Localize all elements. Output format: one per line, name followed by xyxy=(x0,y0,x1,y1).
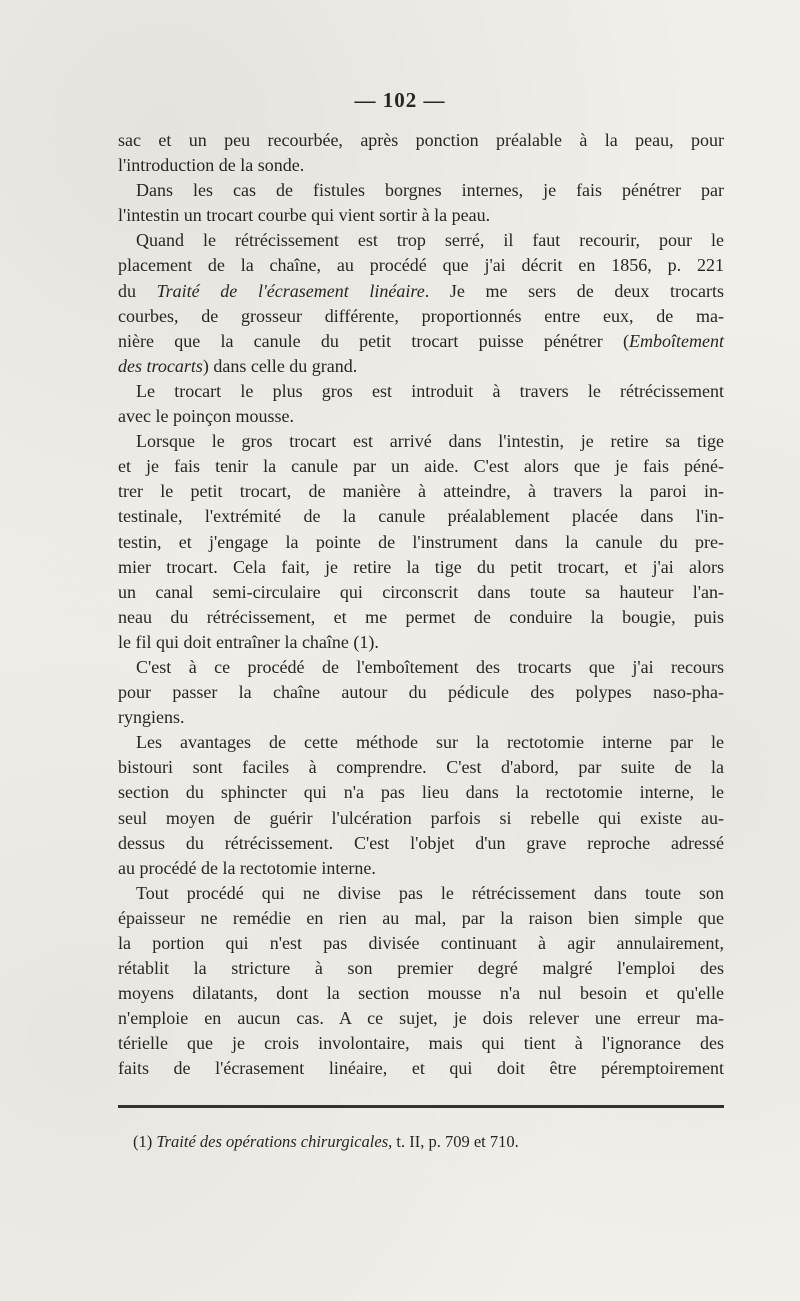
text-line xyxy=(118,580,724,605)
text-segment: l'intestin un trocart courbe qui vient sortir à la peau. xyxy=(118,205,491,226)
text-segment: Quand le rétrécissement est trop serré, il faut recourir, pour le xyxy=(136,230,724,251)
text-segment: le fil qui doit entraîner la chaîne (1). xyxy=(118,631,379,652)
text-line xyxy=(118,454,724,479)
text-line xyxy=(118,906,724,931)
text-line xyxy=(118,931,724,956)
text-line xyxy=(118,128,724,153)
text-line xyxy=(118,981,724,1006)
text-segment: l'introduction de la sonde. xyxy=(118,155,305,176)
text-line xyxy=(118,253,724,278)
text-segment: faits de l'écrasement linéaire, et qui doit être péremptoirement xyxy=(118,1058,724,1079)
text-segment: du xyxy=(118,280,157,301)
text-line xyxy=(118,429,724,454)
italic-title: Emboîtement xyxy=(629,330,724,351)
text-segment: courbes, de grosseur différente, proportionnés entre eux, de ma- xyxy=(118,305,724,326)
text-line xyxy=(118,956,724,981)
footnote xyxy=(133,1132,519,1152)
text-segment: Tout procédé qui ne divise pas le rétrécissement dans toute son xyxy=(136,882,724,903)
text-segment: Lorsque le gros trocart est arrivé dans l'intestin, je retire sa tige xyxy=(136,431,724,452)
footnote-divider xyxy=(118,1105,724,1108)
text-line xyxy=(118,630,724,655)
text-line xyxy=(118,404,724,429)
text-segment: Le trocart le plus gros est introduit à travers le rétrécissement xyxy=(136,380,724,401)
text-line xyxy=(118,605,724,630)
text-segment: placement de la chaîne, au procédé que j'ai décrit en 1856, p. 221 xyxy=(118,255,724,276)
text-segment: C'est à ce procédé de l'emboîtement des trocarts que j'ai recours xyxy=(136,656,724,677)
text-segment: . Je me sers de deux trocarts xyxy=(424,280,725,301)
text-segment: nière que la canule du petit trocart puisse pénétrer ( xyxy=(118,330,630,351)
text-line xyxy=(118,1031,724,1056)
text-line xyxy=(118,831,724,856)
text-line xyxy=(118,228,724,253)
text-line xyxy=(118,354,724,379)
text-segment: moyens dilatants, dont la section mousse n'a nul besoin et qu'elle xyxy=(118,983,724,1004)
text-segment: mier trocart. Cela fait, je retire la tige du petit trocart, et j'ai alors xyxy=(118,556,724,577)
text-segment: épaisseur ne remédie en rien au mal, par la raison bien simple que xyxy=(118,907,724,928)
text-line xyxy=(118,530,724,555)
text-segment: Dans les cas de fistules borgnes internes, je fais pénétrer par xyxy=(136,180,724,201)
text-segment: Les avantages de cette méthode sur la rectotomie interne par le xyxy=(136,732,724,753)
text-line xyxy=(118,304,724,329)
text-line xyxy=(118,730,724,755)
text-line xyxy=(118,329,724,354)
text-segment: térielle que je crois involontaire, mais qui tient à l'ignorance des xyxy=(118,1033,724,1054)
footnote-text: (1) xyxy=(133,1132,157,1151)
text-line xyxy=(118,203,724,228)
text-segment: la portion qui n'est pas divisée continuant à agir annulairement, xyxy=(118,933,724,953)
italic-title: Traité de l'écrasement linéaire xyxy=(156,280,425,301)
body-text xyxy=(118,128,724,1082)
text-segment: bistouri sont faciles à comprendre. C'est d'abord, par suite de la xyxy=(118,757,724,778)
text-line xyxy=(118,279,724,304)
footnote-text: , t. II, p. 709 et 710. xyxy=(388,1132,519,1151)
text-segment: sac et un peu recourbée, après ponction préalable à la peau, pour xyxy=(118,130,724,150)
text-segment: neau du rétrécissement, et me permet de conduire la bougie, puis xyxy=(118,606,724,627)
text-line xyxy=(118,555,724,580)
text-segment: pour passer la chaîne autour du pédicule des polypes naso-pha- xyxy=(118,682,724,703)
text-line xyxy=(118,1056,724,1081)
text-segment: un canal semi-circulaire qui circonscrit dans toute sa hauteur l'an- xyxy=(118,581,724,602)
text-segment: et je fais tenir la canule par un aide. C'est alors que je fais péné- xyxy=(118,456,724,477)
text-segment: ryngiens. xyxy=(118,707,185,728)
text-segment: testin, et j'engage la pointe de l'instrument dans la canule du pre- xyxy=(118,531,724,552)
text-line xyxy=(118,755,724,780)
text-segment: rétablit la stricture à son premier degré malgré l'emploi des xyxy=(118,958,724,979)
text-line xyxy=(118,178,724,203)
text-line xyxy=(118,479,724,504)
text-segment: dessus du rétrécissement. C'est l'objet d'un grave reproche adressé xyxy=(118,832,724,853)
text-segment: seul moyen de guérir l'ulcération parfois si rebelle qui existe au- xyxy=(118,807,724,828)
text-segment: n'emploie en aucun cas. A ce sujet, je dois relever une erreur ma- xyxy=(118,1008,724,1029)
page-number: — 102 — xyxy=(354,88,446,112)
italic-title: des trocarts xyxy=(118,355,203,376)
text-line xyxy=(118,881,724,906)
text-line xyxy=(118,504,724,529)
footnote-title: Traité des opérations chirurgicales xyxy=(156,1132,389,1151)
text-line xyxy=(118,806,724,831)
text-line xyxy=(118,379,724,404)
text-line xyxy=(118,856,724,881)
text-segment: ) dans celle du grand. xyxy=(202,355,358,376)
text-line xyxy=(118,655,724,680)
text-segment: avec le poinçon mousse. xyxy=(118,406,294,427)
text-line xyxy=(118,153,724,178)
text-segment: au procédé de la rectotomie interne. xyxy=(118,857,376,878)
text-segment: section du sphincter qui n'a pas lieu dans la rectotomie interne, le xyxy=(118,782,724,803)
text-segment: trer le petit trocart, de manière à atteindre, à travers la paroi in- xyxy=(118,481,724,502)
text-segment: testinale, l'extrémité de la canule préalablement placée dans l'in- xyxy=(118,506,724,527)
text-line xyxy=(118,680,724,705)
text-line xyxy=(118,780,724,805)
text-line xyxy=(118,705,724,730)
text-line xyxy=(118,1006,724,1031)
